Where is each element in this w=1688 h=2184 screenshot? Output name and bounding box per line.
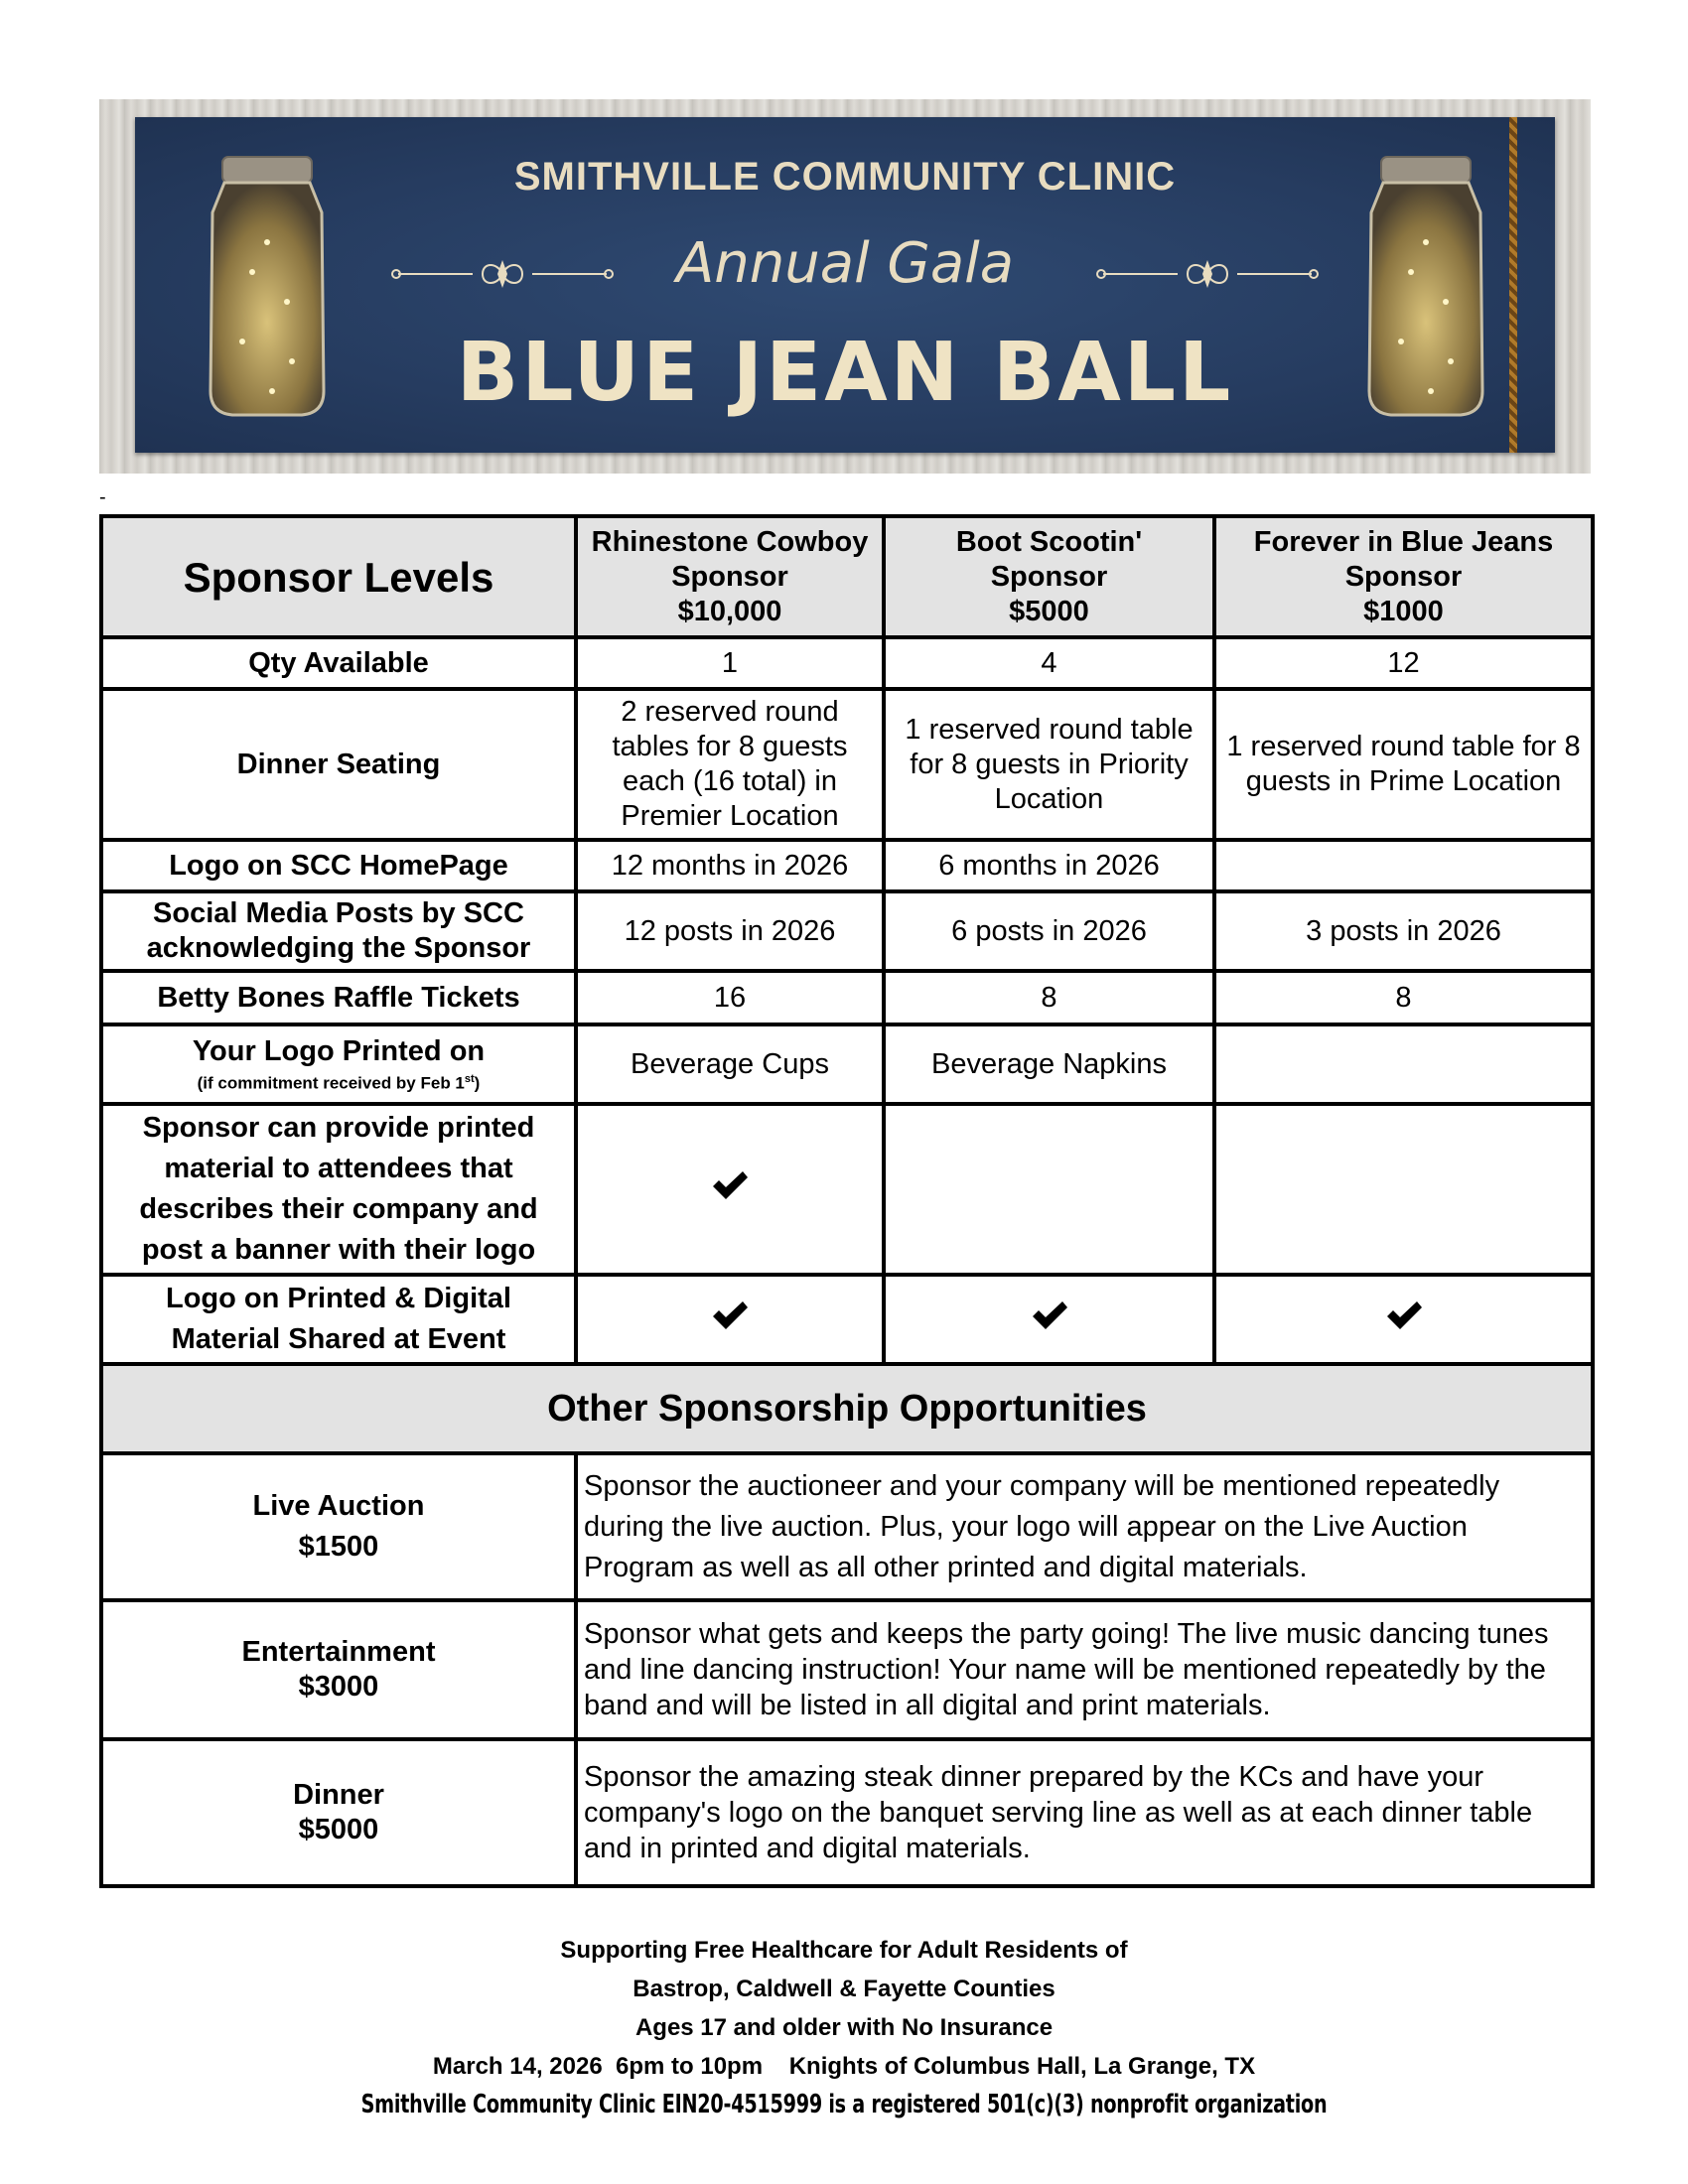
- table-cell: 12 posts in 2026: [576, 891, 884, 971]
- table-cell: [1214, 1024, 1593, 1104]
- table-row: [101, 637, 1593, 689]
- table-cell: 12 months in 2026: [576, 840, 884, 891]
- row-label-social: Social Media Posts by SCC acknowledging the Sponsor: [101, 891, 576, 971]
- table-row: [101, 689, 1593, 840]
- other-price: $1500: [298, 1531, 379, 1563]
- row-label-logo-printed: [101, 1024, 576, 1104]
- note-end: ): [474, 1073, 481, 1093]
- mason-jar-icon: [1351, 153, 1500, 421]
- table-row: [101, 840, 1593, 891]
- row-label-printed-material: Sponsor can provide printed material to attendees that describes their company and post a banner with their logo: [101, 1104, 576, 1275]
- sponsor-table: [99, 514, 1595, 1888]
- other-price: $5000: [298, 1814, 379, 1845]
- flourish-icon: [1093, 254, 1322, 294]
- footer-line: Ages 17 and older with No Insurance: [634, 2014, 1054, 2041]
- table-cell: [1214, 840, 1593, 891]
- table-cell: 8: [1214, 971, 1593, 1024]
- level-name: Rhinestone Cowboy: [591, 525, 869, 558]
- level-suffix: Sponsor: [1344, 560, 1463, 593]
- flourish-icon: [388, 254, 617, 294]
- mason-jar-icon: [193, 153, 342, 421]
- table-row: [101, 891, 1593, 971]
- level-price: $5000: [1009, 595, 1089, 627]
- footer-event-line: March 14, 2026 6pm to 10pm Knights of Columbus Hall, La Grange, TX: [432, 2053, 1256, 2080]
- other-description: Sponsor the auctioneer and your company will be mentioned repeatedly during the live auction. Plus, your logo will appear on the Live Auction Program as well as all other printed and digital materials.: [576, 1453, 1593, 1600]
- footer-ein-line: Smithville Community Clinic EIN20-4515999 is a registered 501(c)(3) nonprofit organization: [360, 2090, 1328, 2119]
- gala-banner: [99, 99, 1591, 474]
- note-superscript: st: [464, 1073, 475, 1086]
- table-row: [101, 1739, 1593, 1886]
- banner-org: SMITHVILLE COMMUNITY CLINIC: [513, 155, 1177, 199]
- level-price: $1000: [1363, 595, 1444, 627]
- table-row: [101, 1024, 1593, 1104]
- table-cell: 2 reserved round tables for 8 guests each (16 total) in Premier Location: [576, 689, 884, 840]
- check-icon: [710, 1176, 750, 1208]
- table-row: [101, 1453, 1593, 1600]
- row-label-homepage: Logo on SCC HomePage: [101, 840, 576, 891]
- other-name: Entertainment: [241, 1636, 436, 1668]
- row-label-note: [109, 1069, 568, 1094]
- table-row: [101, 1104, 1593, 1275]
- table-cell: 4: [884, 637, 1214, 689]
- banner-title: BLUE JEAN BALL: [456, 326, 1234, 420]
- other-name: Dinner: [293, 1779, 384, 1811]
- footer-line: Bastrop, Caldwell & Fayette Counties: [633, 1976, 1055, 2002]
- table-cell: 1: [576, 637, 884, 689]
- row-label-logo-event: Logo on Printed & Digital Material Shared at Event: [101, 1275, 576, 1364]
- level-rhinestone-cowboy: [576, 516, 884, 637]
- other-description: Sponsor what gets and keeps the party going! The live music dancing tunes and line dancing instruction! Your name will be mentioned repeatedly by the band and will be listed in all digital and print materials.: [576, 1600, 1593, 1739]
- check-icon: [1030, 1306, 1069, 1338]
- other-label-entertainment: [101, 1600, 576, 1739]
- table-cell: 1 reserved round table for 8 guests in Prime Location: [1214, 689, 1593, 840]
- banner-panel: [135, 117, 1555, 453]
- table-header-row: [101, 516, 1593, 637]
- other-opportunities-heading: Other Sponsorship Opportunities: [101, 1364, 1593, 1453]
- other-name: Live Auction: [252, 1490, 425, 1522]
- table-cell: 1 reserved round table for 8 guests in Priority Location: [884, 689, 1214, 840]
- row-label-raffle: Betty Bones Raffle Tickets: [101, 971, 576, 1024]
- other-label-live-auction: [101, 1453, 576, 1600]
- table-cell: 6 months in 2026: [884, 840, 1214, 891]
- level-boot-scootin: [884, 516, 1214, 637]
- table-cell: [884, 1104, 1214, 1275]
- level-price: $10,000: [677, 595, 782, 627]
- sponsor-levels-heading: Sponsor Levels: [101, 516, 576, 637]
- level-forever-in-blue-jeans: [1214, 516, 1593, 637]
- table-cell: Beverage Napkins: [884, 1024, 1214, 1104]
- table-row: [101, 971, 1593, 1024]
- check-icon: [1384, 1306, 1424, 1338]
- other-label-dinner: [101, 1739, 576, 1886]
- separator-mark: -: [99, 486, 106, 508]
- table-cell: [884, 1275, 1214, 1364]
- level-suffix: Sponsor: [990, 560, 1108, 593]
- footer-line: Supporting Free Healthcare for Adult Residents of: [560, 1937, 1128, 1964]
- check-icon: [710, 1306, 750, 1338]
- other-description: Sponsor the amazing steak dinner prepared by the KCs and have your company's logo on the banquet serving line as well as at each dinner table and in printed and digital materials.: [576, 1739, 1593, 1886]
- table-cell: [1214, 1104, 1593, 1275]
- footer: [0, 1931, 1688, 2124]
- table-cell: 3 posts in 2026: [1214, 891, 1593, 971]
- level-suffix: Sponsor: [671, 560, 788, 593]
- level-name: Boot Scootin': [955, 525, 1143, 558]
- row-label-seating: Dinner Seating: [101, 689, 576, 840]
- table-cell: 12: [1214, 637, 1593, 689]
- table-cell: Beverage Cups: [576, 1024, 884, 1104]
- other-heading-row: [101, 1364, 1593, 1453]
- other-price: $3000: [298, 1671, 379, 1703]
- row-label-text: Your Logo Printed on: [192, 1035, 486, 1068]
- banner-subtitle: Annual Gala: [675, 231, 1015, 296]
- table-cell: 8: [884, 971, 1214, 1024]
- table-cell: [576, 1275, 884, 1364]
- table-cell: [1214, 1275, 1593, 1364]
- table-row: [101, 1600, 1593, 1739]
- table-row: [101, 1275, 1593, 1364]
- note-text: (if commitment received by Feb 1: [197, 1073, 465, 1093]
- level-name: Forever in Blue Jeans: [1253, 525, 1554, 558]
- table-cell: 16: [576, 971, 884, 1024]
- table-cell: 6 posts in 2026: [884, 891, 1214, 971]
- table-cell: [576, 1104, 884, 1275]
- row-label-qty: Qty Available: [101, 637, 576, 689]
